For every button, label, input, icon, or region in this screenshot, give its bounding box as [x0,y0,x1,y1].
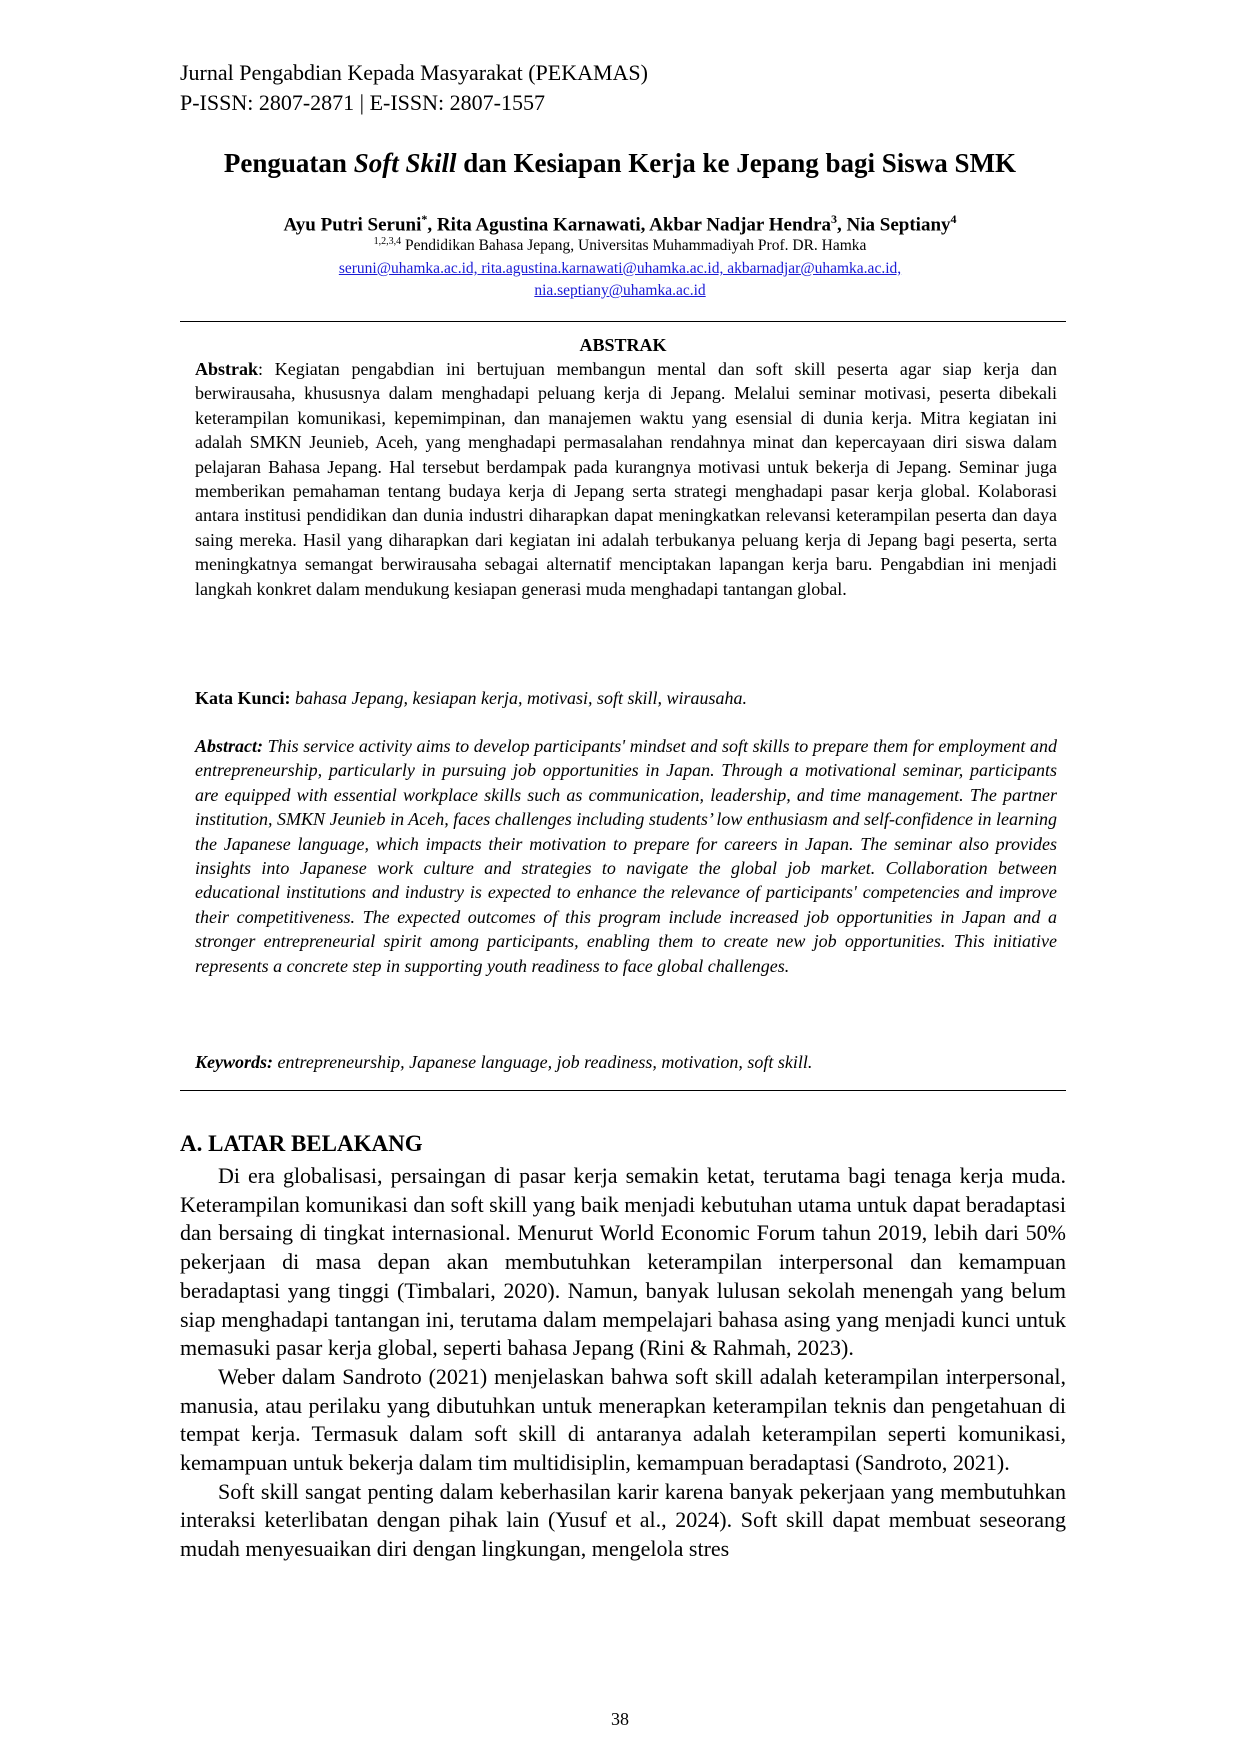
abstrak-text: : Kegiatan pengabdian ini bertujuan membangun mental dan soft skill peserta agar siap kerja dan berwirausaha, khususnya dalam menghadapi peluang kerja di Jepang. Melalui seminar motivasi, peserta dibekali keterampilan komunikasi, kepemimpinan, dan manajemen waktu yang esensial di dunia kerja. Mitra kegiatan ini adalah SMKN Jeunieb, Aceh, yang menghadapi permasalahan rendahnya minat dan kepercayaan diri siswa dalam pelajaran Bahasa Jepang. Hal tersebut berdampak pada kurangnya motivasi untuk bekerja di Jepang. Seminar juga memberikan pemahaman tentang budaya kerja di Jepang serta strategi menghadapi pasar kerja global. Kolaborasi antara institusi pendidikan dan dunia industri diharapkan dapat meningkatkan relevansi keterampilan peserta dan daya saing mereka. Hasil yang diharapkan dari kegiatan ini adalah terbukanya peluang kerja di Jepang bagi peserta, serta meningkatnya semangat berwirausaha sebagai alternatif menciptakan lapangan kerja baru. Pengabdian ini menjadi langkah konkret dalam mendukung kesiapan generasi muda menghadapi tantangan global. [195,359,1057,599]
author-4: , Nia Septiany [837,214,951,236]
email-link-line-1[interactable]: seruni@uhamka.ac.id, rita.agustina.karnawati@uhamka.ac.id, akbarnadjar@uhamka.ac.id, [338,260,902,277]
kata-kunci-text: bahasa Jepang, kesiapan kerja, motivasi, soft skill, wirausaha. [290,688,747,708]
body-paragraph-3: Soft skill sangat penting dalam keberhasilan karir karena banyak pekerjaan yang membutuhkan interaksi keterlibatan dengan pihak lain (Yusuf et al., 2024). Soft skill dapat membuat seseorang mudah menyesuaikan diri dengan lingkungan, mengelola stres [180,1478,1066,1562]
top-divider [180,321,1066,322]
abstrak-label: Abstrak [195,359,259,379]
abstract-english [195,734,1057,978]
author-3-sup: 3 [831,212,838,226]
section-body [180,1162,1066,1564]
keywords-text: entrepreneurship, Japanese language, job readiness, motivation, soft skill. [273,1052,813,1072]
journal-name: Jurnal Pengabdian Kepada Masyarakat (PEKAMAS) [180,60,648,85]
journal-header [180,58,648,118]
email-link-line-2[interactable]: nia.septiany@uhamka.ac.id [534,282,706,299]
affiliation-text: Pendidikan Bahasa Jepang, Universitas Muhammadiyah Prof. DR. Hamka [401,237,867,255]
title-italic: Soft Skill [353,148,457,178]
section-heading: A. LATAR BELAKANG [180,1131,423,1156]
page-number: 38 [611,1709,629,1729]
journal-issn: P-ISSN: 2807-2871 | E-ISSN: 2807-1557 [180,90,545,115]
affiliation [180,232,1060,256]
keywords [195,1050,1057,1074]
author-emails [180,258,1060,302]
abstract-text: This service activity aims to develop participants' mindset and soft skills to prepare them for employment and entrepreneurship, particularly in pursuing job opportunities in Japan. Through a motivational seminar, participants are equipped with essential workplace skills such as communication, leadership, and time management. The partner institution, SMKN Jeunieb in Aceh, faces challenges including students’ low enthusiasm and self-confidence in learning the Japanese language, which impacts their motivation to prepare for careers in Japan. The seminar also provides insights into Japanese work culture and strategies to navigate the global job market. Collaboration between educational institutions and industry is expected to enhance the relevance of participants' competencies and improve their competitiveness. The expected outcomes of this program include increased job opportunities in Japan and a stronger entrepreneurial spirit among participants, enabling them to create new job opportunities. This initiative represents a concrete step in supporting youth readiness to face global challenges. [195,736,1057,976]
title-part-1: Penguatan [223,148,354,178]
author-1: Ayu Putri Seruni [283,214,422,236]
author-4-sup: 4 [950,212,957,226]
affiliation-sup: 1,2,3,4 [373,236,402,247]
kata-kunci-label: Kata Kunci: [195,688,291,708]
abstrak-paragraph [195,357,1057,601]
author-2-3: , Rita Agustina Karnawati, Akbar Nadjar Hendra [427,214,832,236]
kata-kunci [195,686,1057,710]
title-part-2: dan Kesiapan Kerja ke Jepang bagi Siswa SMK [456,148,1017,178]
body-paragraph-1: Di era globalisasi, persaingan di pasar kerja semakin ketat, terutama bagi tenaga kerja muda. Keterampilan komunikasi dan soft skill yang baik menjadi kebutuhan utama untuk dapat beradaptasi dan bersaing di tingkat internasional. Menurut World Economic Forum tahun 2019, lebih dari 50% pekerjaan di masa depan akan membutuhkan keterampilan interpersonal dan kemampuan beradaptasi yang tinggi (Timbalari, 2020). Namun, banyak lulusan sekolah menengah yang belum siap menghadapi tantangan ini, terutama dalam mempelajari bahasa asing yang menjadi kunci untuk memasuki pasar kerja global, seperti bahasa Jepang (Rini & Rahmah, 2023). [180,1163,1066,1361]
author-1-sup: * [421,212,428,226]
body-paragraph-2: Weber dalam Sandroto (2021) menjelaskan bahwa soft skill adalah keterampilan interpersonal, manusia, atau perilaku yang dibutuhkan untuk menerapkan keterampilan teknis dan pengetahuan di tempat kerja. Termasuk dalam soft skill di antaranya adalah keterampilan seperti komunikasi, kemampuan untuk bekerja dalam tim multidisiplin, kemampuan beradaptasi (Sandroto, 2021). [180,1363,1066,1476]
abstract-label: Abstract: [195,736,264,756]
abstrak-heading: ABSTRAK [579,335,667,355]
keywords-label: Keywords: [195,1052,273,1072]
bottom-divider [180,1090,1066,1091]
paper-title [180,146,1060,180]
